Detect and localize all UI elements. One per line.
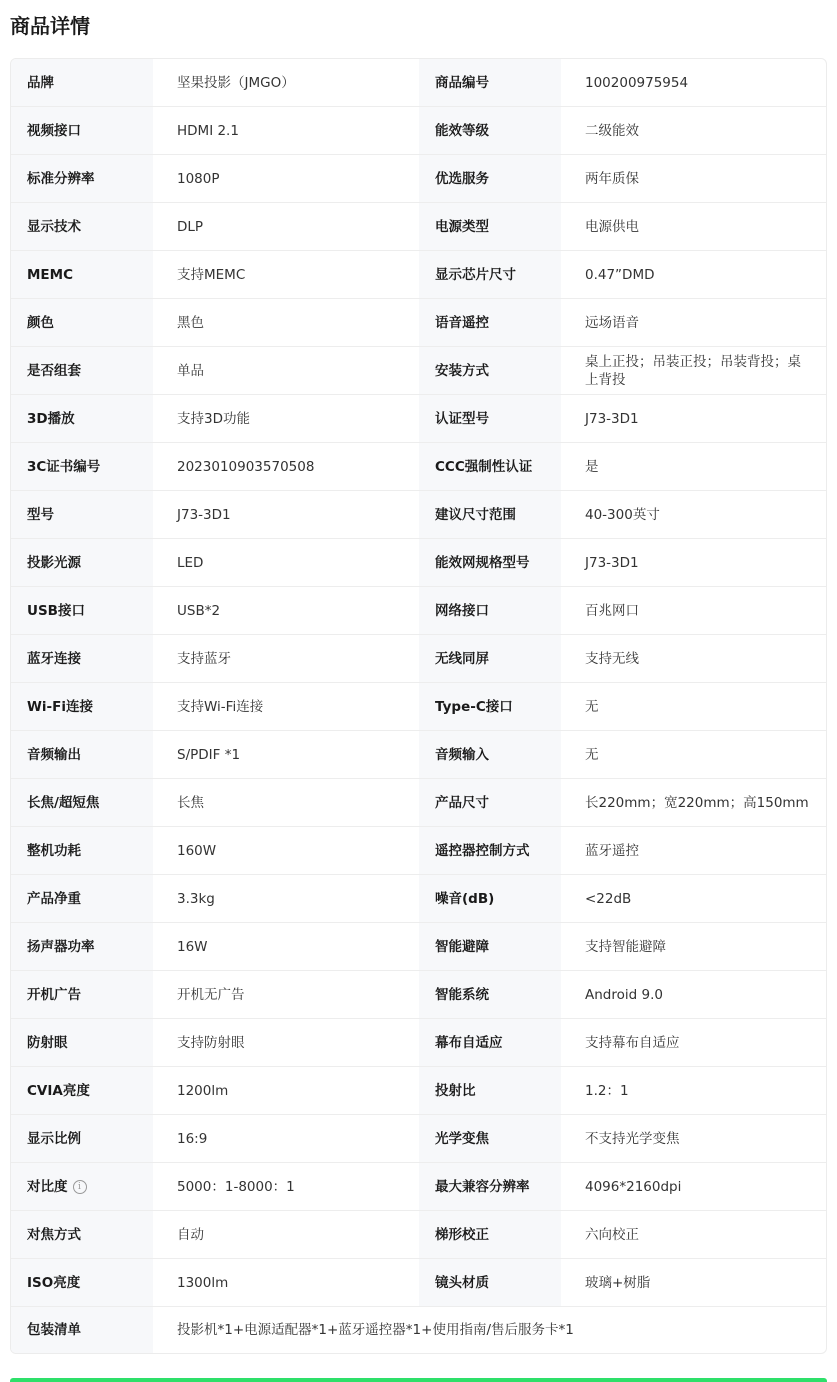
- spec-table: [10, 58, 827, 1354]
- spec-value: [561, 779, 826, 826]
- spec-label-text: 长焦/超短焦: [27, 794, 100, 811]
- spec-label-text: 投射比: [435, 1082, 476, 1099]
- spec-label-text: MEMC: [27, 266, 73, 283]
- spec-label-text: 显示技术: [27, 218, 81, 235]
- spec-label-text: CCC强制性认证: [435, 458, 533, 475]
- spec-label-text: 蓝牙连接: [27, 650, 81, 667]
- spec-label-text: 智能系统: [435, 986, 489, 1003]
- spec-label-text: 产品尺寸: [435, 794, 489, 811]
- spec-label: [11, 1019, 153, 1066]
- spec-label: [419, 971, 561, 1018]
- spec-label: [419, 59, 561, 106]
- spec-label-text: 语音遥控: [435, 314, 489, 331]
- spec-value-text: 4096*2160dpi: [585, 1178, 682, 1195]
- spec-label: [419, 1163, 561, 1210]
- spec-label: [11, 539, 153, 586]
- spec-value-text: 支持MEMC: [177, 266, 246, 283]
- spec-value-text: Android 9.0: [585, 986, 663, 1003]
- spec-label: [11, 1211, 153, 1258]
- spec-value-text: 3.3kg: [177, 890, 215, 907]
- spec-label-text: 对比度: [27, 1178, 68, 1195]
- spec-value-text: 160W: [177, 842, 217, 859]
- spec-label-text: 能效网规格型号: [435, 554, 530, 571]
- spec-label: [11, 395, 153, 442]
- spec-value-text: 不支持光学变焦: [585, 1130, 680, 1147]
- table-row: [11, 107, 826, 155]
- spec-value: [153, 1067, 419, 1114]
- spec-value-text: 电源供电: [585, 218, 639, 235]
- spec-label: [419, 203, 561, 250]
- spec-label: [11, 1115, 153, 1162]
- table-row: [11, 923, 826, 971]
- spec-label-text: 开机广告: [27, 986, 81, 1003]
- spec-label: [419, 299, 561, 346]
- package-label: 包装清单: [11, 1307, 153, 1353]
- spec-label: [419, 875, 561, 922]
- spec-value-text: 两年质保: [585, 170, 639, 187]
- spec-value: [153, 779, 419, 826]
- table-row: [11, 971, 826, 1019]
- table-row: [11, 1259, 826, 1307]
- bottom-accent-bar: [10, 1378, 827, 1382]
- spec-value-text: 1.2：1: [585, 1082, 629, 1099]
- spec-label-text: 幕布自适应: [435, 1034, 503, 1051]
- spec-value: [153, 155, 419, 202]
- spec-value-text: 是: [585, 458, 599, 475]
- spec-label-text: 认证型号: [435, 410, 489, 427]
- spec-value: [561, 299, 826, 346]
- table-row: [11, 395, 826, 443]
- spec-value: [561, 1163, 826, 1210]
- spec-label: [419, 827, 561, 874]
- spec-label: [419, 683, 561, 730]
- spec-value-text: 支持幕布自适应: [585, 1034, 680, 1051]
- spec-label-text: 电源类型: [435, 218, 489, 235]
- table-row: [11, 779, 826, 827]
- spec-label: [11, 491, 153, 538]
- spec-value: [153, 203, 419, 250]
- spec-value-text: LED: [177, 554, 204, 571]
- spec-label-text: 显示比例: [27, 1130, 81, 1147]
- spec-value-text: 16W: [177, 938, 208, 955]
- spec-label: [11, 1259, 153, 1306]
- spec-label-text: 音频输出: [27, 746, 81, 763]
- spec-value: [153, 635, 419, 682]
- spec-label: [419, 1211, 561, 1258]
- spec-label-text: 防射眼: [27, 1034, 68, 1051]
- spec-label: [11, 155, 153, 202]
- spec-value: [153, 1115, 419, 1162]
- spec-value: [153, 587, 419, 634]
- spec-value-text: 0.47”DMD: [585, 266, 655, 283]
- spec-value: [153, 827, 419, 874]
- spec-label-text: 梯形校正: [435, 1226, 489, 1243]
- spec-label-text: CVIA亮度: [27, 1082, 90, 1099]
- spec-label: [11, 635, 153, 682]
- spec-value: [561, 251, 826, 298]
- spec-label-text: 镜头材质: [435, 1274, 489, 1291]
- spec-label: [419, 923, 561, 970]
- spec-label-text: 商品编号: [435, 74, 489, 91]
- spec-value-text: 长220mm；宽220mm；高150mm: [585, 794, 809, 811]
- spec-label-text: 无线同屏: [435, 650, 489, 667]
- spec-value: [153, 539, 419, 586]
- spec-label-text: USB接口: [27, 602, 85, 619]
- spec-value-text: DLP: [177, 218, 204, 235]
- spec-label: [11, 251, 153, 298]
- spec-value: [153, 395, 419, 442]
- spec-label-text: 扬声器功率: [27, 938, 95, 955]
- spec-value: [153, 1211, 419, 1258]
- spec-value: [153, 251, 419, 298]
- spec-label-text: 投影光源: [27, 554, 81, 571]
- spec-label: [419, 347, 561, 394]
- table-row: [11, 683, 826, 731]
- spec-value: [153, 491, 419, 538]
- spec-value: [561, 923, 826, 970]
- table-row: [11, 299, 826, 347]
- spec-label: [11, 683, 153, 730]
- spec-label-text: Type-C接口: [435, 698, 513, 715]
- table-row-package: [11, 1307, 826, 1353]
- spec-label: [11, 923, 153, 970]
- spec-value: [561, 491, 826, 538]
- spec-value-text: 远场语音: [585, 314, 639, 331]
- spec-value: [153, 59, 419, 106]
- spec-value: [561, 443, 826, 490]
- spec-value: [153, 971, 419, 1018]
- spec-label: [419, 539, 561, 586]
- spec-label-text: 3C证书编号: [27, 458, 101, 475]
- package-value: 投影机*1+电源适配器*1+蓝牙遥控器*1+使用指南/售后服务卡*1: [177, 1322, 574, 1338]
- spec-value: [153, 1259, 419, 1306]
- spec-value-text: <22dB: [585, 890, 632, 907]
- spec-value-text: 支持防射眼: [177, 1034, 245, 1051]
- spec-value-text: 支持Wi-Fi连接: [177, 698, 264, 715]
- spec-label-text: Wi-Fi连接: [27, 698, 93, 715]
- spec-value-text: 1200lm: [177, 1082, 229, 1099]
- spec-label: [419, 491, 561, 538]
- spec-value-text: 蓝牙遥控: [585, 842, 639, 859]
- spec-label: [419, 251, 561, 298]
- spec-value-text: 二级能效: [585, 122, 639, 139]
- table-row: [11, 1163, 826, 1211]
- spec-label: [419, 635, 561, 682]
- spec-label: [419, 1115, 561, 1162]
- spec-label: [419, 107, 561, 154]
- table-row: [11, 347, 826, 395]
- spec-value: [561, 875, 826, 922]
- spec-value-text: 玻璃+树脂: [585, 1274, 651, 1291]
- spec-label: [419, 779, 561, 826]
- spec-value-text: 黑色: [177, 314, 204, 331]
- spec-value: [153, 107, 419, 154]
- spec-label: [11, 971, 153, 1018]
- spec-value: [153, 347, 419, 394]
- spec-label: [419, 731, 561, 778]
- spec-value-text: 坚果投影（JMGO）: [177, 74, 295, 91]
- spec-label: [11, 1067, 153, 1114]
- spec-value: [561, 1115, 826, 1162]
- spec-value: [561, 827, 826, 874]
- spec-value: [561, 395, 826, 442]
- spec-value-text: 支持智能避障: [585, 938, 666, 955]
- spec-label: [11, 59, 153, 106]
- spec-label-text: 噪音(dB): [435, 890, 495, 907]
- spec-value: [561, 635, 826, 682]
- spec-value: [561, 1259, 826, 1306]
- spec-value-text: 5000：1-8000：1: [177, 1178, 295, 1195]
- table-row: [11, 155, 826, 203]
- spec-value-text: 自动: [177, 1226, 204, 1243]
- spec-label: [11, 299, 153, 346]
- spec-label-text: 3D播放: [27, 410, 75, 427]
- spec-value-text: 1080P: [177, 170, 220, 187]
- spec-label: [11, 347, 153, 394]
- spec-value: [561, 587, 826, 634]
- spec-value: [153, 1019, 419, 1066]
- info-icon[interactable]: i: [73, 1180, 87, 1194]
- spec-label: [11, 587, 153, 634]
- spec-value-text: 支持3D功能: [177, 410, 250, 427]
- spec-value-text: 100200975954: [585, 74, 689, 91]
- spec-label: [11, 203, 153, 250]
- table-row: [11, 1211, 826, 1259]
- table-row: [11, 731, 826, 779]
- spec-value: [153, 875, 419, 922]
- spec-value: [153, 443, 419, 490]
- spec-label-text: 音频输入: [435, 746, 489, 763]
- spec-label-text: 光学变焦: [435, 1130, 489, 1147]
- spec-label-text: 整机功耗: [27, 842, 81, 859]
- spec-value: [561, 971, 826, 1018]
- spec-value-text: 无: [585, 698, 599, 715]
- spec-label-text: 对焦方式: [27, 1226, 81, 1243]
- spec-label: [419, 1019, 561, 1066]
- spec-value: [153, 683, 419, 730]
- table-row: [11, 827, 826, 875]
- spec-value-text: 1300lm: [177, 1274, 229, 1291]
- spec-value: [153, 299, 419, 346]
- spec-value-text: 桌上正投；吊装正投；吊装背投；桌上背投: [585, 353, 801, 388]
- spec-value-text: J73-3D1: [585, 410, 639, 427]
- spec-value: [153, 923, 419, 970]
- spec-value-text: 百兆网口: [585, 602, 639, 619]
- spec-label-text: 显示芯片尺寸: [435, 266, 516, 283]
- spec-label-text: 优选服务: [435, 170, 489, 187]
- spec-value-text: 16:9: [177, 1130, 208, 1147]
- spec-value-text: 开机无广告: [177, 986, 245, 1003]
- spec-value: [561, 731, 826, 778]
- spec-label-text: 产品净重: [27, 890, 81, 907]
- page-title: 商品详情: [10, 14, 90, 38]
- spec-label: [419, 587, 561, 634]
- spec-label: [11, 875, 153, 922]
- spec-label-text: 最大兼容分辨率: [435, 1178, 530, 1195]
- table-row: [11, 251, 826, 299]
- spec-value: [153, 1163, 419, 1210]
- spec-value-text: HDMI 2.1: [177, 122, 239, 139]
- spec-value: [561, 683, 826, 730]
- spec-label-text: 品牌: [27, 74, 54, 91]
- table-row: [11, 875, 826, 923]
- spec-label: [11, 827, 153, 874]
- table-row: [11, 203, 826, 251]
- spec-value-text: J73-3D1: [585, 554, 639, 571]
- spec-value-text: S/PDIF *1: [177, 746, 241, 763]
- spec-value: [561, 155, 826, 202]
- spec-label: [11, 1163, 153, 1210]
- spec-value-text: 无: [585, 746, 599, 763]
- spec-value: [561, 1019, 826, 1066]
- spec-value-text: 六向校正: [585, 1226, 639, 1243]
- spec-label-text: 网络接口: [435, 602, 489, 619]
- spec-value: [561, 59, 826, 106]
- spec-label-text: 能效等级: [435, 122, 489, 139]
- spec-value-text: 支持蓝牙: [177, 650, 231, 667]
- table-row: [11, 1019, 826, 1067]
- spec-label-text: 型号: [27, 506, 54, 523]
- spec-label-text: 标准分辨率: [27, 170, 95, 187]
- spec-label-text: 颜色: [27, 314, 54, 331]
- spec-value: [561, 1211, 826, 1258]
- spec-label: [419, 395, 561, 442]
- table-row: [11, 491, 826, 539]
- spec-label: [419, 1259, 561, 1306]
- spec-label: [11, 779, 153, 826]
- spec-value: [561, 539, 826, 586]
- spec-label: [11, 731, 153, 778]
- spec-label-text: 智能避障: [435, 938, 489, 955]
- spec-label-text: 建议尺寸范围: [435, 506, 516, 523]
- spec-value-text: 40-300英寸: [585, 506, 660, 523]
- spec-value: [561, 1067, 826, 1114]
- spec-label: [419, 155, 561, 202]
- spec-label-text: 安装方式: [435, 362, 489, 379]
- spec-value: [561, 347, 826, 394]
- table-row: [11, 1067, 826, 1115]
- spec-value-text: 2023010903570508: [177, 458, 315, 475]
- spec-label: [11, 107, 153, 154]
- table-row: [11, 59, 826, 107]
- table-row: [11, 1115, 826, 1163]
- spec-label-text: 遥控器控制方式: [435, 842, 530, 859]
- spec-value-text: 长焦: [177, 794, 204, 811]
- spec-label: [419, 443, 561, 490]
- spec-label-text: ISO亮度: [27, 1274, 81, 1291]
- spec-value: [561, 107, 826, 154]
- spec-value-text: J73-3D1: [177, 506, 231, 523]
- spec-label: [11, 443, 153, 490]
- table-row: [11, 539, 826, 587]
- spec-value: [561, 203, 826, 250]
- spec-value: [153, 731, 419, 778]
- spec-value-text: USB*2: [177, 602, 221, 619]
- spec-value-text: 支持无线: [585, 650, 639, 667]
- spec-label-text: 是否组套: [27, 362, 81, 379]
- spec-label-text: 视频接口: [27, 122, 81, 139]
- table-row: [11, 587, 826, 635]
- spec-label: [419, 1067, 561, 1114]
- spec-value-text: 单品: [177, 362, 204, 379]
- table-row: [11, 443, 826, 491]
- table-row: [11, 635, 826, 683]
